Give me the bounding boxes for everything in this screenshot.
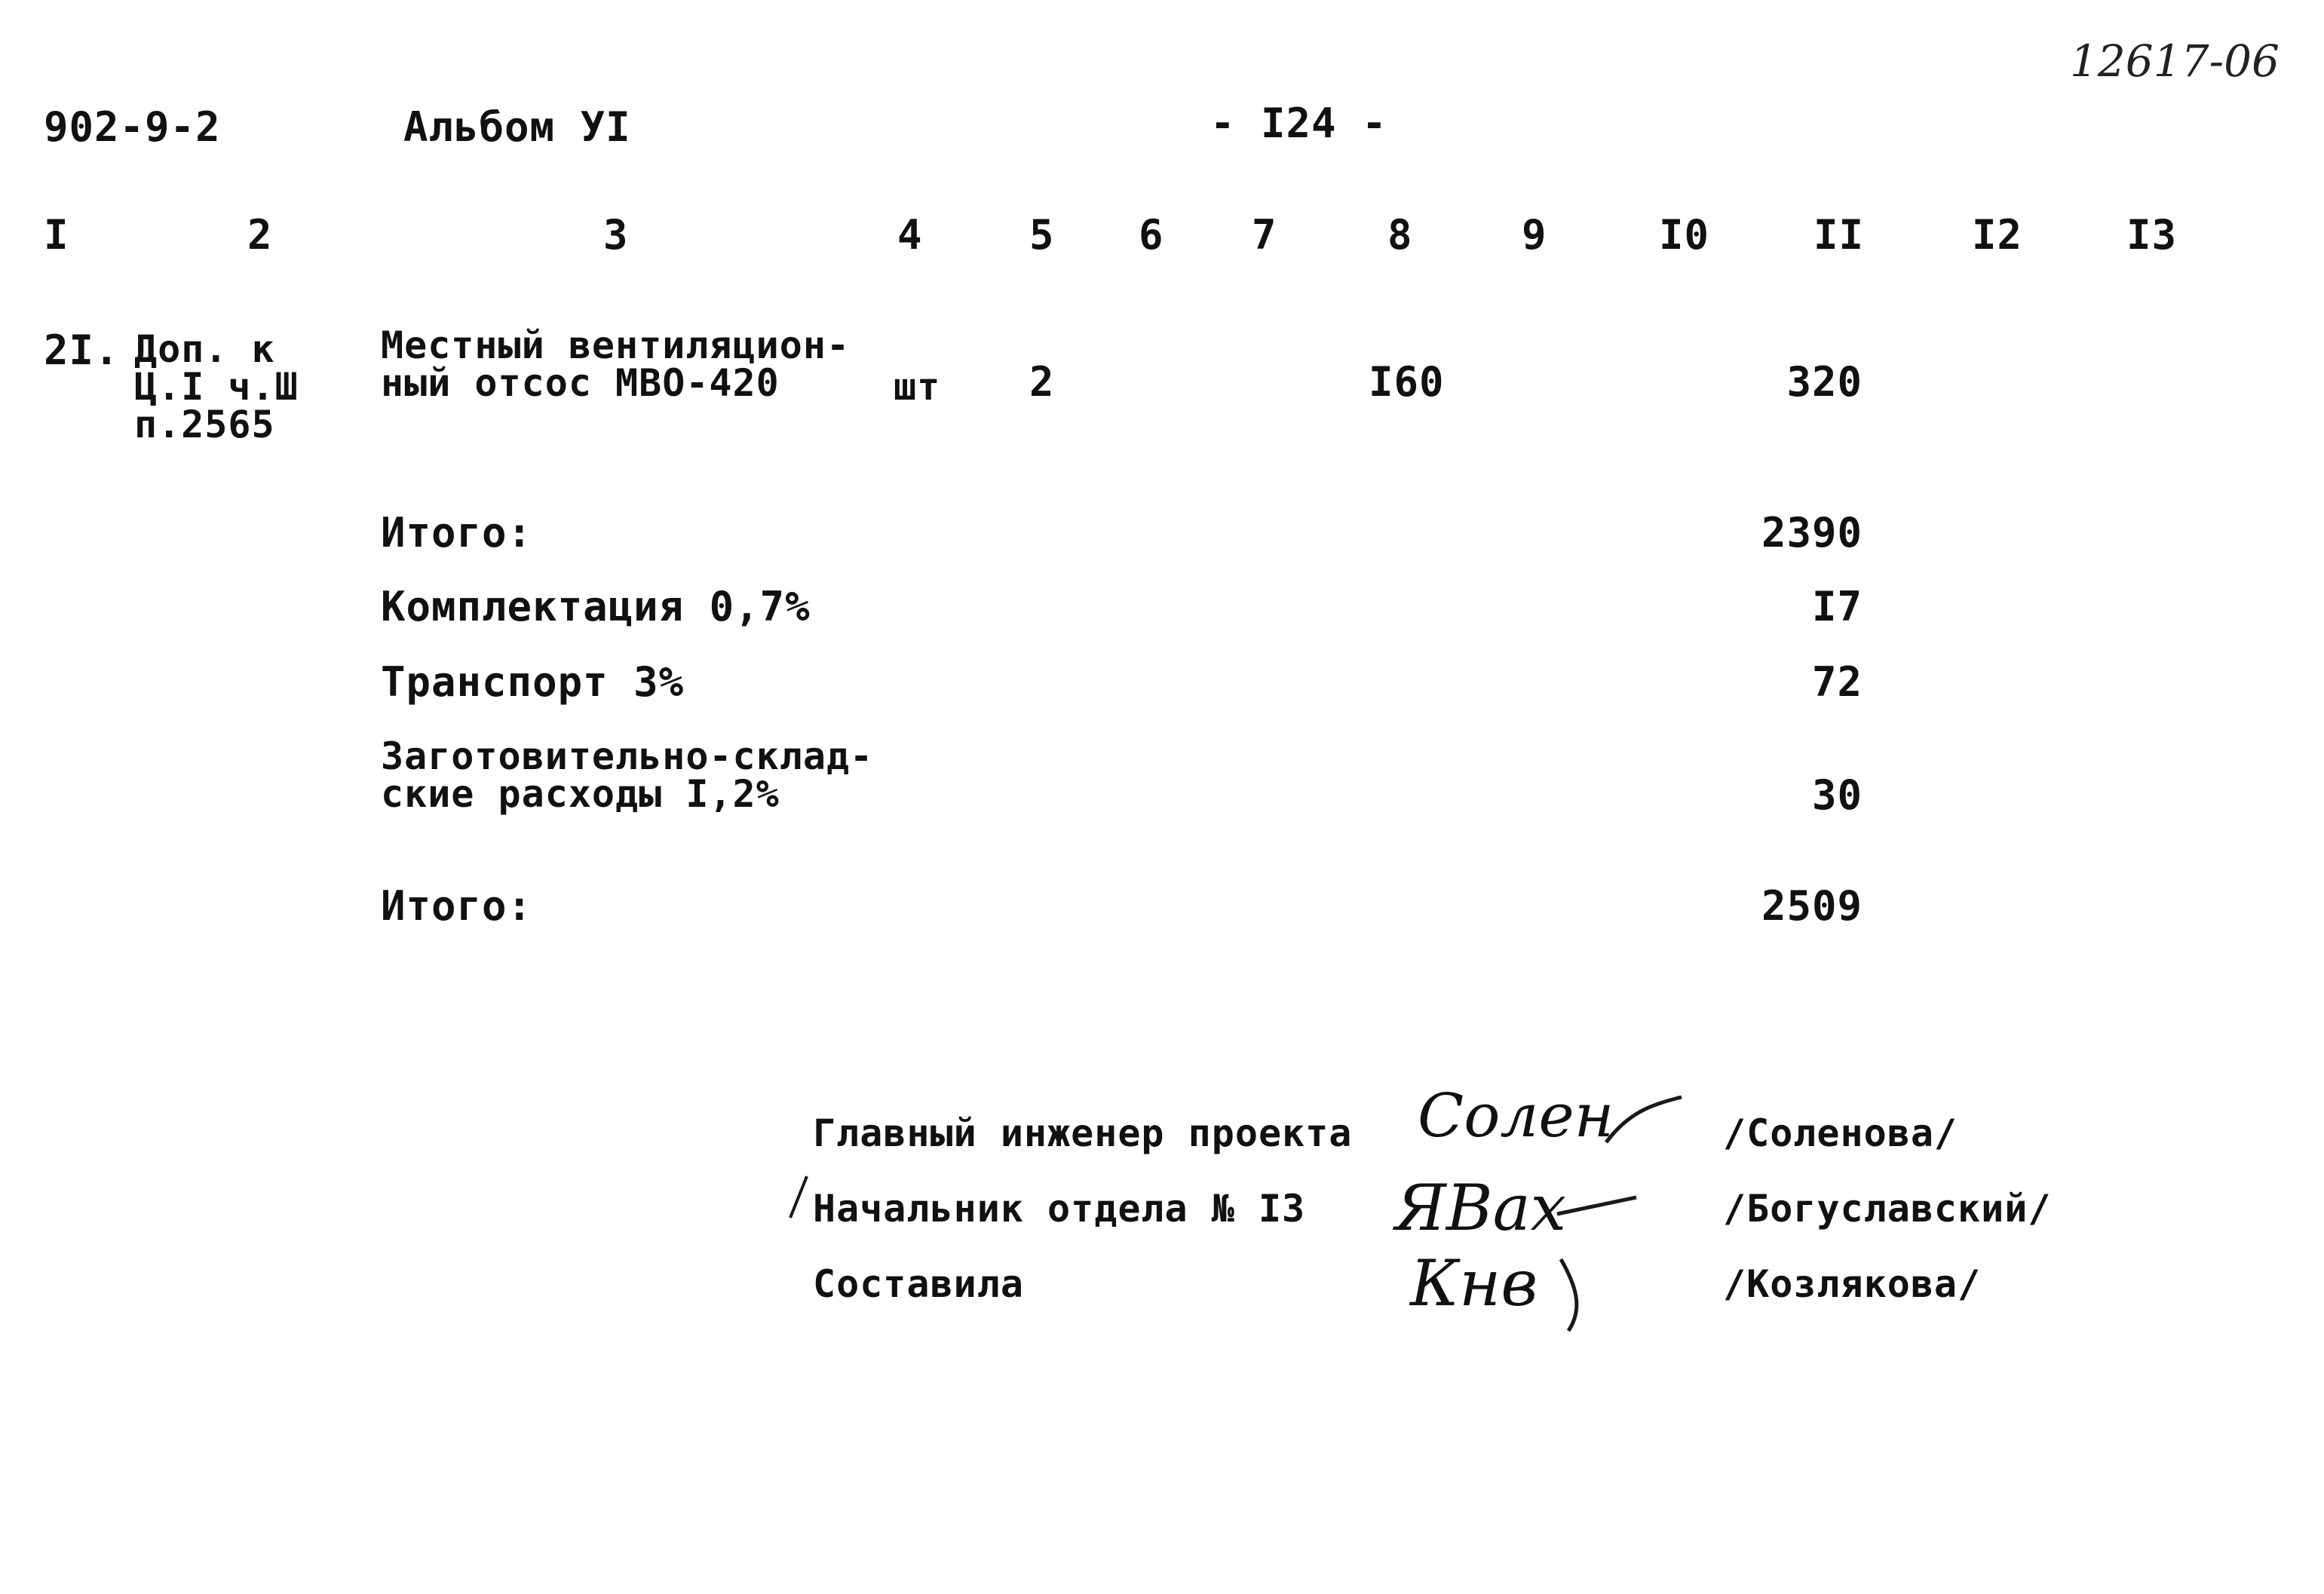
column-number: 5: [1029, 211, 1055, 259]
summary-label: Итого:: [381, 509, 533, 556]
column-number: I2: [1972, 211, 2023, 259]
signature-flourish: [1553, 1255, 1606, 1338]
signatory-role: Начальник отдела № I3: [813, 1187, 1306, 1231]
column-number: I: [44, 211, 69, 259]
signatory-name: /Соленова/: [1723, 1111, 1958, 1155]
column-number: I3: [2126, 211, 2178, 259]
column-number: 6: [1139, 211, 1164, 259]
column-number: 3: [603, 211, 629, 259]
column-number: II: [1814, 211, 1865, 259]
album-title: Альбом УI: [403, 103, 631, 151]
row-reference-line: п.2565: [134, 403, 275, 446]
row-total: 320: [1786, 358, 1863, 406]
handwritten-signature: ЯВах: [1395, 1171, 1567, 1245]
handwritten-signature: Солен: [1418, 1081, 1614, 1151]
column-number: 9: [1522, 211, 1547, 259]
signatory-role: Составила: [813, 1262, 1024, 1306]
row-name-line: ный отсос МВО-420: [381, 361, 780, 405]
summary-label: ские расходы I,2%: [381, 772, 780, 816]
column-number: 2: [247, 211, 273, 259]
signature-flourish: [1599, 1090, 1689, 1157]
column-number: 4: [897, 211, 923, 259]
summary-label: Транспорт 3%: [381, 658, 685, 706]
row-unit-price: I60: [1369, 358, 1445, 406]
signatory-name: /Козлякова/: [1723, 1262, 1982, 1306]
page-number: - I24 -: [1210, 100, 1387, 147]
summary-value: 30: [1811, 771, 1863, 819]
column-number: 8: [1387, 211, 1413, 259]
summary-value: 72: [1811, 658, 1863, 706]
summary-value: I7: [1811, 583, 1863, 630]
signatory-name: /Богуславский/: [1723, 1187, 2052, 1231]
row-number: 2I.: [44, 326, 120, 374]
row-quantity: 2: [1029, 358, 1055, 406]
summary-label: Заготовительно-склад-: [381, 734, 874, 778]
row-unit: шт: [894, 365, 941, 409]
column-number: I0: [1659, 211, 1710, 259]
handwritten-signature: Кнв: [1410, 1246, 1538, 1320]
row-name-line: Местный вентиляцион-: [381, 323, 851, 367]
stroke-mark: [784, 1173, 814, 1225]
column-number: 7: [1252, 211, 1277, 259]
signature-flourish: [1553, 1191, 1644, 1222]
row-reference-line: Доп. к: [134, 327, 275, 371]
summary-value: 2509: [1761, 882, 1863, 930]
archive-number: 12617-06: [2070, 35, 2280, 87]
summary-label: Итого:: [381, 882, 533, 930]
row-reference-line: Ц.I ч.Ш: [134, 365, 299, 409]
signatory-role: Главный инженер проекта: [813, 1111, 1353, 1155]
summary-label: Комплектация 0,7%: [381, 583, 811, 630]
summary-value: 2390: [1761, 509, 1863, 556]
document-code: 902-9-2: [44, 103, 221, 151]
